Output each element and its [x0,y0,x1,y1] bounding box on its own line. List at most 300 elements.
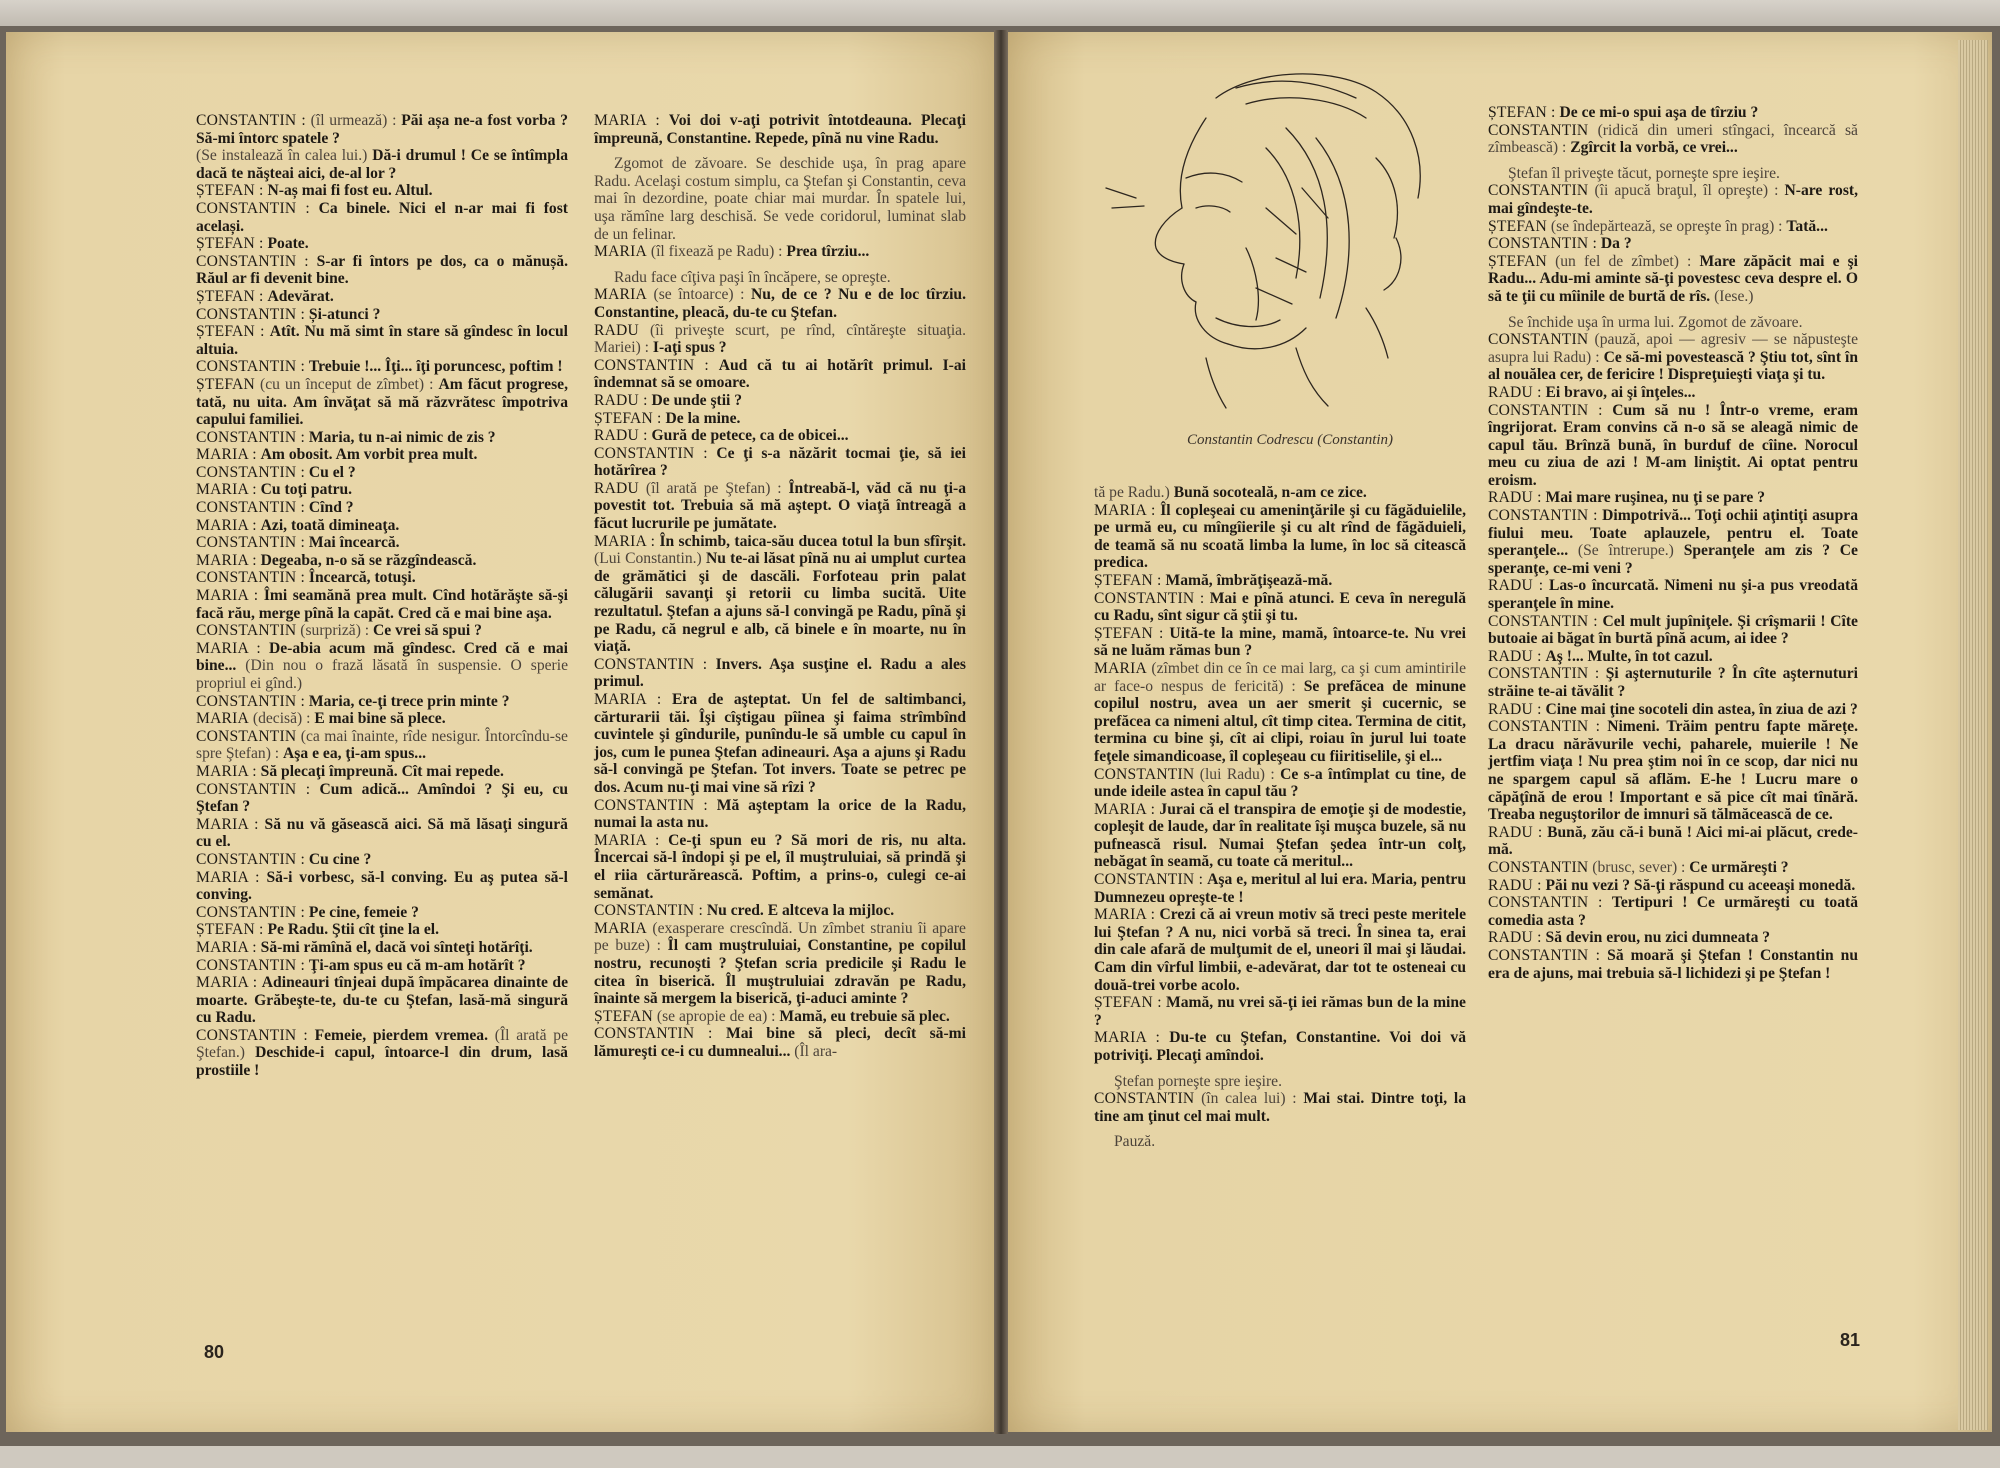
dialogue-line: Să-i vorbesc, să-l conving. Eu aş putea să-l conving. [196,868,568,904]
dialogue-paragraph [1488,331,1858,384]
dialogue-paragraph [196,552,568,570]
speaker-name: ȘTEFAN : [1488,104,1556,121]
stage-direction [1094,1133,1466,1151]
speaker-name: CONSTANTIN : [196,956,306,974]
stage-direction: (Îl arată pe Ştefan.) [196,1026,568,1062]
dialogue-paragraph [594,902,966,920]
stage-direction-continued: tă pe Radu.) [1094,484,1170,501]
speaker-name: CONSTANTIN : [594,356,709,374]
speaker-name: MARIA : [196,481,257,499]
dialogue-line: Bună, zău că-i bună ! Aici mi-ai plăcut, crede-mă. [1488,823,1858,859]
stage-direction-text: Ştefan îl priveşte tăcut, porneşte spre ieşire. [1508,164,1780,182]
dialogue-line: Poate. [267,235,309,253]
dialogue-line: Să moară şi Ştefan ! Constantin nu era de ajuns, mai trebuia să-l lichidezi şi pe Ştefan ! [1488,946,1858,982]
stage-direction: (Lui Constantin.) [594,550,702,568]
dialogue-paragraph [1488,235,1858,253]
speaker-name: MARIA [594,243,647,261]
dialogue-line: Mai mare ruşinea, nu ţi se pare ? [1545,489,1765,507]
dialogue-line: Cel mult jupîniţele. Şi crîşmarii ! Cîte butoaie ai băgat în burtă pînă acum, ai idee ? [1488,612,1858,648]
dialogue-line: Păi nu vezi ? Să-ţi răspund cu aceeaşi monedă. [1545,876,1856,894]
speaker-name: RADU : [1488,647,1542,665]
dialogue-paragraph [1488,947,1858,982]
dialogue-line: Degeaba, n-o să se răzgîndească. [260,551,477,569]
dialogue-paragraph [196,429,568,447]
stage-direction-text: Radu face cîţiva paşi în încăpere, se opreşte. [614,268,891,286]
dialogue-paragraph [196,253,568,288]
dialogue-paragraph [196,640,568,693]
dialogue-paragraph [196,869,568,904]
speaker-name: MARIA : [196,868,260,886]
dialogue-paragraph [196,376,568,429]
dialogue-paragraph [1488,613,1858,648]
speaker-name: CONSTANTIN : [1488,235,1598,253]
dialogue-line: În schimb, taica-său ducea totul la bun sfîrşit. [659,532,966,550]
dialogue-line: Las-o încurcată. Nimeni nu şi-a pus vreodată speranţele în mine. [1488,577,1859,613]
speaker-name: MARIA : [196,551,257,569]
dialogue-line: Să-mi rămînă el, dacă voi sînteţi hotărîţi. [260,938,533,956]
dialogue-paragraph [594,691,966,797]
dialogue-line: Dimpotrivă... Toţi ochii aţintiţi asupra fiului meu. Toate aplauzele, pentru el. Toate speranţele... [1488,507,1858,560]
dialogue-paragraph [1094,801,1466,871]
dialogue-paragraph [1094,590,1466,625]
dialogue-paragraph [594,832,966,902]
dialogue-line: Aşa e, meritul al lui era. Maria, pentru Dumnezeu opreşte-te ! [1094,871,1467,906]
speaker-name: CONSTANTIN : [196,692,306,710]
speaker-name: CONSTANTIN [1094,765,1195,783]
dialogue-paragraph [1488,929,1858,947]
dialogue-paragraph [594,1025,966,1060]
speaker-name: RADU : [1488,577,1544,595]
right-page-number: 81 [1840,1330,1861,1350]
dialogue-line: Tertipuri ! Ce urmăreşti cu toată comedia asta ? [1488,894,1858,929]
stage-direction: (Îl ara- [794,1042,838,1060]
dialogue-line: Zgîrcit la vorbă, ce vrei... [1570,139,1738,157]
speaker-name: CONSTANTIN : [196,358,306,376]
speaker-name: CONSTANTIN : [196,199,310,217]
dialogue-line: Întreabă-l, văd că nu ţi-a povestit tot. Trebuia să mă aştept. O viaţă întreagă a făcut lucrurile pe jumătate. [594,479,966,533]
stage-direction: (zîmbet din ce în ce mai larg, ca şi cum amintirile ar face-o nespus de fericită) : [1094,659,1467,695]
dialogue-line: Ca binele. Nici el n-ar mai fi fost același. [196,199,568,235]
stage-direction: (un fel de zîmbet) : [1555,252,1692,270]
stage-direction: (Iese.) [1714,287,1754,305]
speaker-name: MARIA : [196,516,257,534]
stage-direction: (se întoarce) : [653,286,745,304]
speaker-name: RADU : [1488,700,1542,718]
dialogue-line: Cu cine ? [308,850,372,868]
dialogue-line: De-abia acum mă gîndesc. Cred că e mai bine... [196,639,568,675]
dialogue-paragraph [196,1027,568,1080]
dialogue-paragraph [196,781,568,816]
stage-direction: (cu un început de zîmbet) : [260,375,434,393]
dialogue-paragraph [594,445,966,480]
dialogue-line: Atît. Nu mă simt în stare să gîndesc în locul altuia. [196,323,569,358]
dialogue-paragraph [594,920,966,1008]
speaker-name: MARIA : [594,691,662,708]
stage-direction [594,155,966,243]
dialogue-line: Ei bravo, ai şi înţeles... [1545,383,1696,401]
dialogue-line: Mai bine să pleci, decît să-mi lămureşti ce-i cu dumnealui... [594,1025,966,1060]
dialogue-paragraph [1094,1029,1466,1064]
portrait-sketch-illustration [1066,58,1486,426]
speaker-name: ȘTEFAN : [594,409,662,427]
dialogue-line: De unde ştii ? [651,391,743,409]
dialogue-line: Nu, de ce ? Nu e de loc tîrziu. Constantine, pleacă, du-te cu Ştefan. [594,286,966,321]
dialogue-line: Să devin erou, nu zici dumneata ? [1545,929,1771,947]
dialogue-paragraph [594,797,966,832]
dialogue-paragraph [1094,625,1466,660]
dialogue-paragraph [594,533,966,656]
speaker-name: CONSTANTIN : [196,463,306,481]
dialogue-paragraph [1488,648,1858,666]
dialogue-paragraph [1094,660,1466,766]
dialogue-paragraph [1488,577,1858,612]
stage-direction: (îl arată pe Ştefan) : [645,479,782,497]
speaker-name: RADU : [594,427,648,445]
dialogue-paragraph [196,534,568,552]
dialogue-line: Azi, toată dimineaţa. [260,516,400,534]
dialogue-paragraph [196,728,568,763]
dialogue-line: Voi doi v-aţi potrivit întotdeauna. Plecaţi împreună, Constantine. Repede, pînă nu vine Radu. [594,112,966,147]
speaker-name: CONSTANTIN : [594,796,708,814]
dialogue-line: Mai e pînă atunci. E ceva în neregulă cu Radu, sînt sigur că ştii şi tu. [1094,589,1466,625]
speaker-name: CONSTANTIN [1488,858,1589,876]
dialogue-paragraph [594,392,966,410]
speaker-name: CONSTANTIN [196,622,297,640]
dialogue-paragraph [594,1008,966,1026]
speaker-name: CONSTANTIN : [1094,589,1205,607]
dialogue-line: Să nu vă găsească aici. Să mă lăsaţi singură cu el. [196,815,568,851]
dialogue-paragraph [1488,877,1858,895]
stage-direction: (îi apucă braţul, îl opreşte) : [1594,182,1779,200]
speaker-name: MARIA : [196,938,257,956]
speaker-name: CONSTANTIN : [196,305,306,323]
dialogue-paragraph [1094,766,1466,801]
speaker-name: MARIA [196,710,249,728]
stage-direction [1094,1073,1466,1091]
speaker-name: MARIA : [594,532,656,550]
dialogue-line: Nimeni. Trăim pentru fapte mărețe. La dracu nărăvurile vechi, paharele, muierile ! Ne jertfim viaţa ! Nu prea ştim noi în ce scop, dar nici nu ne spargem capul să aflăm. E-he ! Lucru mare o căpăţînă de erou ! Important e să pice cît mai tînără. Treaba neguştorilor de imnuri să tălmăcească de ce. [1488,718,1858,824]
dialogue-paragraph [1094,871,1466,906]
speaker-name: ȘTEFAN : [196,323,265,341]
speaker-name: MARIA : [196,974,258,992]
dialogue-line: Nu te-ai lăsat pînă nu ai umplut curtea de grămătici şi de dascăli. Forfoteau prin palat călugării savanţi şi retorii cu limba sucită. Uite rezultatul. Ştefan a ajuns să-l convingă pe Radu, pînă şi pe Radu, că negrul e alb, că binele e în moarte, nu în viaţă. [594,550,966,656]
dialogue-paragraph [196,517,568,535]
dialogue-line: I-aţi spus ? [652,339,727,357]
speaker-name: CONSTANTIN : [594,655,708,673]
speaker-name: CONSTANTIN : [196,499,306,517]
dialogue-paragraph [196,235,568,253]
speaker-name: MARIA : [1094,501,1156,519]
dialogue-paragraph [1488,489,1858,507]
dialogue-paragraph [594,656,966,691]
dialogue-paragraph [196,710,568,728]
stage-direction: (lui Radu) : [1199,765,1275,783]
dialogue-line: Femeie, pierdem vremea. [314,1026,489,1044]
dialogue-paragraph [594,112,966,147]
stage-direction: (se îndepărtează, se opreşte în prag) : [1550,217,1783,235]
dialogue-line: Ce-ţi spun eu ? Să mori de ris, nu alta. Încercai să-l îndopi şi pe el, îl muştruluiai, să prindă şi el riia cărturărească. Poftim, a prins-o, culegi ce-ai semănat. [594,831,966,902]
dialogue-line: Şi aşternuturile ? În cîte aşternuturi străine te-ai tăvălit ? [1488,665,1858,700]
dialogue-line: Maria, ce-ţi trece prin minte ? [308,692,510,710]
speaker-name: MARIA : [196,815,259,833]
speaker-name: RADU [594,479,639,497]
dialogue-paragraph [1488,701,1858,719]
speaker-name: CONSTANTIN : [1488,401,1603,419]
dialogue-paragraph [1094,994,1466,1029]
speaker-name: CONSTANTIN : [594,444,708,462]
dialogue-line: Prea tîrziu... [786,243,870,261]
dialogue-paragraph [1488,182,1858,217]
dialogue-paragraph [1488,824,1858,859]
stage-direction: (Se instalează în calea lui.) [196,147,368,165]
dialogue-line: Maria, tu n-ai nimic de zis ? [308,428,496,446]
speaker-name: RADU : [1488,929,1542,947]
dialogue-paragraph [1488,402,1858,490]
speaker-name: CONSTANTIN : [594,902,704,920]
dialogue-line: Ce s-a întîmplat cu tine, de unde ideile astea în capul tău ? [1094,765,1467,801]
speaker-name: ȘTEFAN : [196,235,264,253]
speaker-name: CONSTANTIN : [1488,894,1603,912]
dialogue-line: Speranţele am zis ? Ce speranţe, ce-mi veni ? [1488,542,1858,577]
speaker-name: ȘTEFAN [1488,252,1547,270]
dialogue-line: Pe cine, femeie ? [308,903,419,921]
speaker-name: CONSTANTIN : [1488,946,1601,964]
dialogue-paragraph [196,147,568,182]
speaker-name: RADU : [1488,489,1542,507]
speaker-name: MARIA : [1094,1029,1161,1047]
dialogue-line: Adevărat. [267,287,334,305]
dialogue-paragraph [1488,253,1858,306]
dialogue-line: Mai încearcă. [308,534,400,552]
dialogue-line: Ce urmăreşti ? [1689,858,1789,876]
dialogue-paragraph [1094,906,1466,994]
dialogue-line: Îl cam muştruluiai, Constantine, pe copilul nostru, recunoşti ? Ştefan scria predicile şi Radu le citea în biserică. Îl muştruluiai zdravăn pe Radu, înainte să mergem la biserică, ţi-aduci aminte ? [594,937,966,1008]
stage-direction: (surpriză) : [300,622,370,640]
dialogue-line: Ţi-am spus eu că m-am hotărît ? [308,956,526,974]
dialogue-paragraph [1094,1090,1466,1125]
dialogue-paragraph [196,446,568,464]
dialogue-line: Ce să-mi povestească ? Ştiu tot, sînt în al nouălea cer, de fericire ! Dispreţuieşti viaţa şi tu. [1488,348,1859,384]
dialogue-line: Mamă, eu trebuie să plec. [779,1007,950,1025]
dialogue-paragraph [196,939,568,957]
stage-direction: (în calea lui) : [1201,1090,1297,1108]
dialogue-paragraph [594,357,966,392]
left-page-column-2 [594,112,966,1060]
dialogue-line: Dă-i drumul ! Ce se întîmpla dacă te năşteai aici, de-al lor ? [196,147,568,182]
dialogue-line: Cu toţi patru. [260,481,353,499]
dialogue-line: Am obosit. Am vorbit prea mult. [260,446,478,464]
dialogue-line: S-ar fi întors pe dos, ca o mănușă. Răul ar fi devenit bine. [196,252,568,288]
speaker-name: CONSTANTIN [1488,121,1589,139]
dialogue-line: Adineauri tînjeai după împăcarea dinainte de moarte. Grăbeşte-te, du-te cu Ştefan, lasă-mă singură cu Radu. [196,974,568,1027]
dialogue-line: Crezi că ai vreun motiv să treci peste meritele lui Ştefan ? A nu, nici vorbă să treci. În sinea ta, erai din cale afară de mulţumit de el, uneori îl mai şi lăudai. Cam din vîrful limbii, e-adevărat, dar tot te osteneai cu două-trei vorbe acolo. [1094,906,1466,994]
dialogue-paragraph [1488,384,1858,402]
dialogue-paragraph [594,480,966,533]
speaker-name: MARIA : [196,446,257,464]
book-gutter [994,30,1008,1434]
dialogue-paragraph [196,763,568,781]
dialogue-paragraph [1488,507,1858,577]
speaker-name: MARIA : [594,831,660,849]
speaker-name: CONSTANTIN : [196,534,306,552]
dialogue-line: Încearcă, totuşi. [308,569,416,587]
speaker-name: CONSTANTIN [1488,331,1589,349]
speaker-name: MARIA [1094,659,1147,677]
dialogue-line: Tată... [1786,217,1828,235]
dialogue-paragraph [196,816,568,851]
speaker-name: CONSTANTIN [1488,182,1589,200]
speaker-name: ȘTEFAN : [1094,624,1164,642]
speaker-name: ȘTEFAN : [196,921,264,939]
speaker-name: CONSTANTIN : [196,252,309,270]
stage-direction: (Din nou o frază lăsată în suspensie. O sperie propriul ei gînd.) [196,657,568,692]
speaker-name: MARIA : [196,762,257,780]
stage-direction: (îl urmează) : [310,112,397,129]
dialogue-line: Cine mai ţine socoteli din astea, în ziua de azi ? [1545,700,1858,718]
dialogue-paragraph [196,323,568,358]
stage-direction: (ridică din umeri stîngaci, încearcă să zîmbească) : [1488,121,1858,157]
dialogue-paragraph [196,851,568,869]
stage-direction: (pauză, apoi — agresiv — se năpusteşte asupra lui Radu) : [1488,331,1858,366]
dialogue-paragraph [1488,859,1858,877]
dialogue-line: Să plecaţi împreună. Cît mai repede. [260,762,504,780]
dialogue-paragraph [196,974,568,1027]
dialogue-line: Aş !... Multe, în tot cazul. [1545,647,1713,665]
dialogue-line: Invers. Aşa susţine el. Radu a ales primul. [594,655,966,691]
stage-direction: (ca mai înainte, rîde nesigur. Întorcîndu-se spre Ştefan) : [196,727,568,763]
dialogue-line: Cum adică... Amîndoi ? Şi eu, cu Ştefan ? [196,780,568,816]
speaker-name: CONSTANTIN : [196,112,306,129]
dialogue-paragraph [1488,894,1858,929]
stage-direction: (îl fixează pe Radu) : [650,243,783,261]
speaker-name: CONSTANTIN : [196,428,306,446]
dialogue-paragraph [1488,104,1858,122]
speaker-name: ȘTEFAN : [1094,571,1162,589]
speaker-name: MARIA [594,286,647,304]
dialogue-line: Cînd ? [308,499,354,517]
speaker-name: CONSTANTIN : [196,780,311,798]
scanner-bed-top [0,0,2000,26]
dialogue-paragraph [196,587,568,622]
speaker-name: CONSTANTIN [1094,1090,1195,1108]
dialogue-paragraph [196,112,568,147]
dialogue-line: E mai bine să plece. [314,710,446,728]
dialogue-paragraph [1488,665,1858,700]
dialogue-paragraph [1488,718,1858,824]
dialogue-line: Se prefăcea de minune copilul nostru, avea un aer smerit şi cucernic, se prefăcea ca nimeni altul, cît timp citea. Termina de citit, termina cu bine şi, cît ai clipi, roiau în jurul lui toate feţele simandicoase, îl copleşeau cu fiiritiselile, şi el... [1094,677,1466,765]
dialogue-line: Gură de petece, ca de obicei... [651,427,849,445]
dialogue-line: Nu cred. E altceva la mijloc. [706,902,895,920]
speaker-name: MARIA : [196,587,259,605]
dialogue-line: Uită-te la mine, mamă, întoarce-te. Nu vrei să ne luăm rămas bun ? [1094,624,1466,660]
dialogue-paragraph [196,200,568,235]
dialogue-line: N-are rost, mai gîndeşte-te. [1488,182,1858,217]
dialogue-line: Mare zăpăcit mai e şi Radu... Adu-mi aminte să-ţi povestesc ceva despre el. O să te ţii cu mîinile de burtă de rîs. [1488,252,1858,305]
dialogue-paragraph [196,904,568,922]
dialogue-paragraph [196,182,568,200]
dialogue-paragraph [196,358,568,376]
speaker-name: MARIA [594,919,647,937]
dialogue-line: Aud că tu ai hotărît primul. I-ai îndemnat să se omoare. [594,356,966,392]
speaker-name: CONSTANTIN : [1488,718,1601,736]
dialogue-paragraph [196,921,568,939]
dialogue-paragraph [196,693,568,711]
stage-direction [594,269,966,287]
speaker-name: MARIA : [1094,800,1156,818]
speaker-name: MARIA : [196,639,261,657]
stage-direction: (se apropie de ea) : [656,1007,776,1025]
dialogue-line: Mă aşteptam la orice de la Radu, numai la asta nu. [594,796,966,832]
speaker-name: RADU : [1488,383,1542,401]
dialogue-paragraph [1488,122,1858,157]
stage-direction: (Se întrerupe.) [1577,542,1674,560]
stage-direction-text: Zgomot de zăvoare. Se deschide uşa, în prag apare Radu. Acelaşi costum simplu, ca Ştefan şi Constantin, ceva mai în dezordine, poate chiar mai murdar. În spatele lui, uşa rămîne larg deschisă. Se vede coridorul, luminat slab de un felinar. [594,155,966,243]
dialogue-line: Jurai că el transpira de emoţie şi de modestie, copleşit de laude, dar în realitate îşi muşca buzele, să nu pufnească risul. Numai Ştefan şedea într-un colţ, nebăgat în seamă, cu toate că meritul... [1094,800,1467,871]
stage-direction-text: Ştefan porneşte spre ieşire. [1114,1072,1283,1090]
speaker-name: CONSTANTIN : [1488,507,1598,525]
dialogue-line: Și-atunci ? [308,305,381,323]
dialogue-paragraph [1094,484,1466,502]
stage-direction-text: Se închide uşa în urma lui. Zgomot de zăvoare. [1508,313,1803,331]
speaker-name: MARIA : [1094,906,1156,924]
dialogue-line: Mai stai. Dintre toţi, la tine am ţinut cel mai mult. [1094,1090,1466,1125]
dialogue-paragraph [594,243,966,261]
dialogue-paragraph [196,288,568,306]
dialogue-line: Deschide-i capul, întoarce-l din drum, lasă prostiile ! [196,1044,568,1080]
speaker-name: CONSTANTIN : [196,850,306,868]
speaker-name: CONSTANTIN : [1094,871,1204,889]
stage-direction [1488,165,1858,183]
stage-direction: (decisă) : [252,710,311,728]
speaker-name: MARIA : [594,112,660,129]
dialogue-line: Da ? [1600,235,1632,253]
dialogue-line: Păi așa ne-a fost vorba ? Să-mi întorc spatele ? [196,112,568,147]
illustration-caption: Constantin Codrescu (Constantin) [1186,432,1394,448]
speaker-name: ȘTEFAN : [1094,994,1162,1012]
right-page-column-2 [1488,104,1858,982]
dialogue-paragraph [1094,572,1466,590]
dialogue-line: Mamă, îmbrăţişează-mă. [1165,571,1333,589]
dialogue-paragraph [594,286,966,321]
speaker-name: CONSTANTIN [196,727,297,745]
speaker-name: RADU [594,321,639,339]
dialogue-line: Îmi seamănă prea mult. Cînd hotărăşte să-şi facă rău, merge pînă la capăt. Cred că e mai bine aşa. [196,587,568,622]
dialogue-line: Mamă, nu vrei să-ţi iei rămas bun de la mine ? [1094,994,1466,1029]
stage-direction: (exasperare crescîndă. Un zîmbet straniu îi apare pe buze) : [594,919,966,955]
dialogue-paragraph [594,410,966,428]
speaker-name: ȘTEFAN [196,375,255,393]
speaker-name: ȘTEFAN [1488,217,1547,235]
dialogue-paragraph [196,622,568,640]
speaker-name: ȘTEFAN : [196,182,264,200]
dialogue-paragraph [196,957,568,975]
dialogue-line: Pe Radu. Ştii cît ţine la el. [267,921,440,939]
speaker-name: RADU : [1488,876,1542,894]
dialogue-line: Am făcut progrese, tată, nu uita. Am învăţat să mă răzvrătesc împotriva capului familiei. [196,375,568,429]
speaker-name: CONSTANTIN : [196,903,306,921]
speaker-name: RADU : [1488,823,1543,841]
dialogue-line: Cu el ? [308,463,356,481]
dialogue-line: Cum să nu ! Într-o vreme, eram îngrijorat. Eram convins că n-o să se aleagă nimic de capul tău. Brînză bună, în burduf de cîine. Norocul meu cu ziua de azi ! M-am liniştit. Ai optat pentru eroism. [1488,401,1858,489]
dialogue-line: Îl copleşeai cu ameninţările şi cu făgăduielile, pe urmă eu, cu mîngîierile şi cu alt rînd de făgăduieli, de teamă să nu scoată limba la lume, în loc să citească predica. [1094,501,1466,572]
dialogue-line: N-aș mai fi fost eu. Altul. [267,182,433,200]
dialogue-line: Bună socoteală, n-am ce zice. [1173,484,1367,501]
page-edges [1958,40,1988,1430]
dialogue-line: Du-te cu Ştefan, Constantine. Voi doi vă potriviţi. Plecaţi amîndoi. [1094,1029,1466,1064]
dialogue-paragraph [196,481,568,499]
speaker-name: ȘTEFAN [594,1007,653,1025]
speaker-name: CONSTANTIN : [196,569,306,587]
